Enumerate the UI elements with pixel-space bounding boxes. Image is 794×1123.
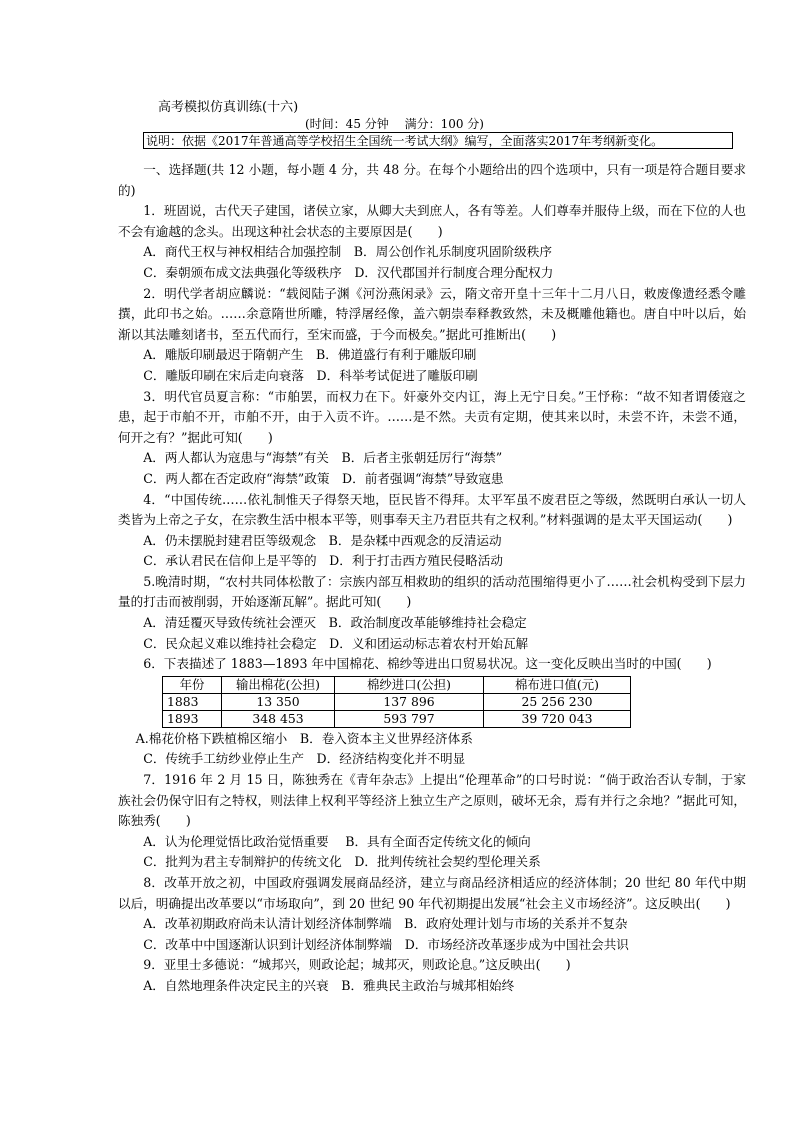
question-2-option-ab: A．雕版印刷最迟于隋朝产生 B．佛道盛行有利于雕版印刷 [143, 347, 477, 363]
question-2-stem: 2．明代学者胡应麟说：“载阅陆子渊《河汾燕闲录》云，隋文帝开皇十三年十二月八日，敕废像遗经悉令雕撰，此印书之始。……余意隋世所雕，特浮屠经像，盖六朝崇奉释教致然，未及概雕他籍也。唐自中叶以后，始渐以其法雕刻诸书，至五代而行，至宋而盛，于今而极矣。”据此可推断出( ) [118, 285, 746, 342]
table-cell: 137 896 [335, 693, 484, 710]
table-header: 年份 [163, 676, 222, 693]
question-6-option-ab: A.棉花价格下跌植棉区缩小 B．卷入资本主义世界经济体系 [135, 730, 473, 746]
time-score-line: (时间：45 分钟 满分：100 分) [305, 117, 484, 131]
question-4-option-cd: C．承认君民在信仰上是平等的 D．利于打击西方殖民侵略活动 [143, 553, 503, 569]
table-cell: 348 453 [222, 710, 335, 727]
question-8-option-ab: A．改革初期政府尚未认清计划经济体制弊端 B．政府处理计划与市场的关系并不复杂 [143, 916, 628, 932]
page-title: 高考模拟仿真训练(十六) [158, 100, 299, 115]
table-header: 棉布进口值(元) [484, 676, 631, 693]
question-7-stem: 7．1916 年 2 月 15 日，陈独秀在《青年杂志》上提出“伦理革命”的口号时说：“倘于政治否认专制，于家族社会仍保守旧有之特权，则法律上权利平等经济上独立生产之原则，破坏无余，焉有并行之余地？”据此可知，陈独秀( ) [118, 772, 746, 829]
notice-box: 说明：依据《2017年普通高等学校招生全国统一考试大纲》编写，全面落实2017年考纲新变化。 [143, 132, 733, 149]
question-4-option-ab: A．仍未摆脱封建君臣等级观念 B．是杂糅中西观念的反清运动 [143, 532, 502, 548]
question-3-option-cd: C．两人都在否定政府“海禁”政策 D．前者强调“海禁”导致寇患 [143, 470, 504, 486]
table-cell: 593 797 [335, 710, 484, 727]
question-1-option-cd: C．秦朝颁布成文法典强化等级秩序 D．汉代郡国并行制度合理分配权力 [143, 264, 554, 280]
question-3-option-ab: A．两人都认为寇患与“海禁”有关 B．后者主张朝廷厉行“海禁” [143, 450, 503, 466]
table-row [163, 693, 631, 710]
question-9-stem: 9．亚里士多德说：“城邦兴，则政论起；城邦灭，则政论息。”这反映出( ) [143, 957, 571, 973]
table-cell: 39 720 043 [484, 710, 631, 727]
trade-table [162, 676, 631, 728]
table-cell: 25 256 230 [484, 693, 631, 710]
question-5-option-ab: A．清廷覆灭导致传统社会湮灭 B．政治制度改革能够维持社会稳定 [143, 615, 527, 631]
table-cell: 1893 [163, 710, 222, 727]
table-header-row [163, 676, 631, 693]
question-5-stem: 5.晚清时期，“农村共同体松散了：宗族内部互相救助的组织的活动范围缩得更小了……社会机构受到下层力量的打击而被削弱，开始逐渐瓦解”。据此可知( ) [118, 573, 746, 610]
question-9-option-ab: A．自然地理条件决定民主的兴衰 B．雅典民主政治与城邦相始终 [143, 977, 515, 993]
question-2-option-cd: C．雕版印刷在宋后走向衰落 D．科举考试促进了雕版印刷 [143, 367, 478, 383]
question-7-option-ab: A．认为伦理觉悟比政治觉悟重要 B．具有全面否定传统文化的倾向 [143, 833, 531, 849]
table-cell: 13 350 [222, 693, 335, 710]
section-heading: 一、选择题(共 12 小题，每小题 4 分，共 48 分。在每个小题给出的四个选项中，只有一项是符合题目要求的) [118, 162, 746, 198]
question-6-option-cd: C．传统手工纺纱业停止生产 D．经济结构变化并不明显 [143, 751, 466, 767]
table-header: 棉纱进口(公担) [335, 676, 484, 693]
question-1-stem: 1．班固说，古代天子建国，诸侯立家，从卿大夫到庶人，各有等差。人们尊奉并服侍上级，而在下位的人也不会有逾越的念头。出现这种社会状态的主要原因是( ) [118, 203, 746, 239]
question-8-stem: 8．改革开放之初，中国政府强调发展商品经济，建立与商品经济相适应的经济体制；20 世纪 80 年代中期以后，明确提出改革要以“市场取向”，到 20 世纪 90 年代初期提出发展“社会主义市场经济”。这反映出( ) [118, 875, 746, 911]
table-header: 输出棉花(公担) [222, 676, 335, 693]
question-8-option-cd: C．改革中中国逐渐认识到计划经济体制弊端 D．市场经济改革逐步成为中国社会共识 [143, 936, 629, 952]
question-1-option-ab: A．商代王权与神权相结合加强控制 B．周公创作礼乐制度巩固阶级秩序 [143, 244, 552, 260]
table-row [163, 710, 631, 727]
question-3-stem: 3．明代官员夏言称：“市舶罢，而权力在下。奸豪外交内讧，海上无宁日矣。”王忬称：“故不知者谓倭寇之患，起于市舶不开，市舶不开，由于入贡不许。……是不然。夫贡有定期，使其来以时，未尝不许，未尝不通，何开之有？”据此可知( ) [118, 388, 746, 445]
question-6-stem: 6．下表描述了 1883—1893 年中国棉花、棉纱等进出口贸易状况。这一变化反映出当时的中国( ) [143, 656, 712, 672]
question-content [118, 160, 746, 997]
question-5-option-cd: C．民众起义难以维持社会稳定 D．义和团运动标志着农村开始瓦解 [143, 635, 529, 651]
question-7-option-cd: C．批判为君主专制辩护的传统文化 D．批判传统社会契约型伦理关系 [143, 854, 541, 870]
trade-table-wrapper [118, 676, 746, 728]
question-4-stem: 4．“中国传统……依礼制惟天子得祭天地，臣民皆不得拜。太平军虽不废君臣之等级，然既明白承认一切人类皆为上帝之子女，在宗教生活中根本平等，则事奉天主乃君臣共有之权利。”材料强调的是太平天国运动( ) [118, 491, 746, 528]
table-cell: 1883 [163, 693, 222, 710]
